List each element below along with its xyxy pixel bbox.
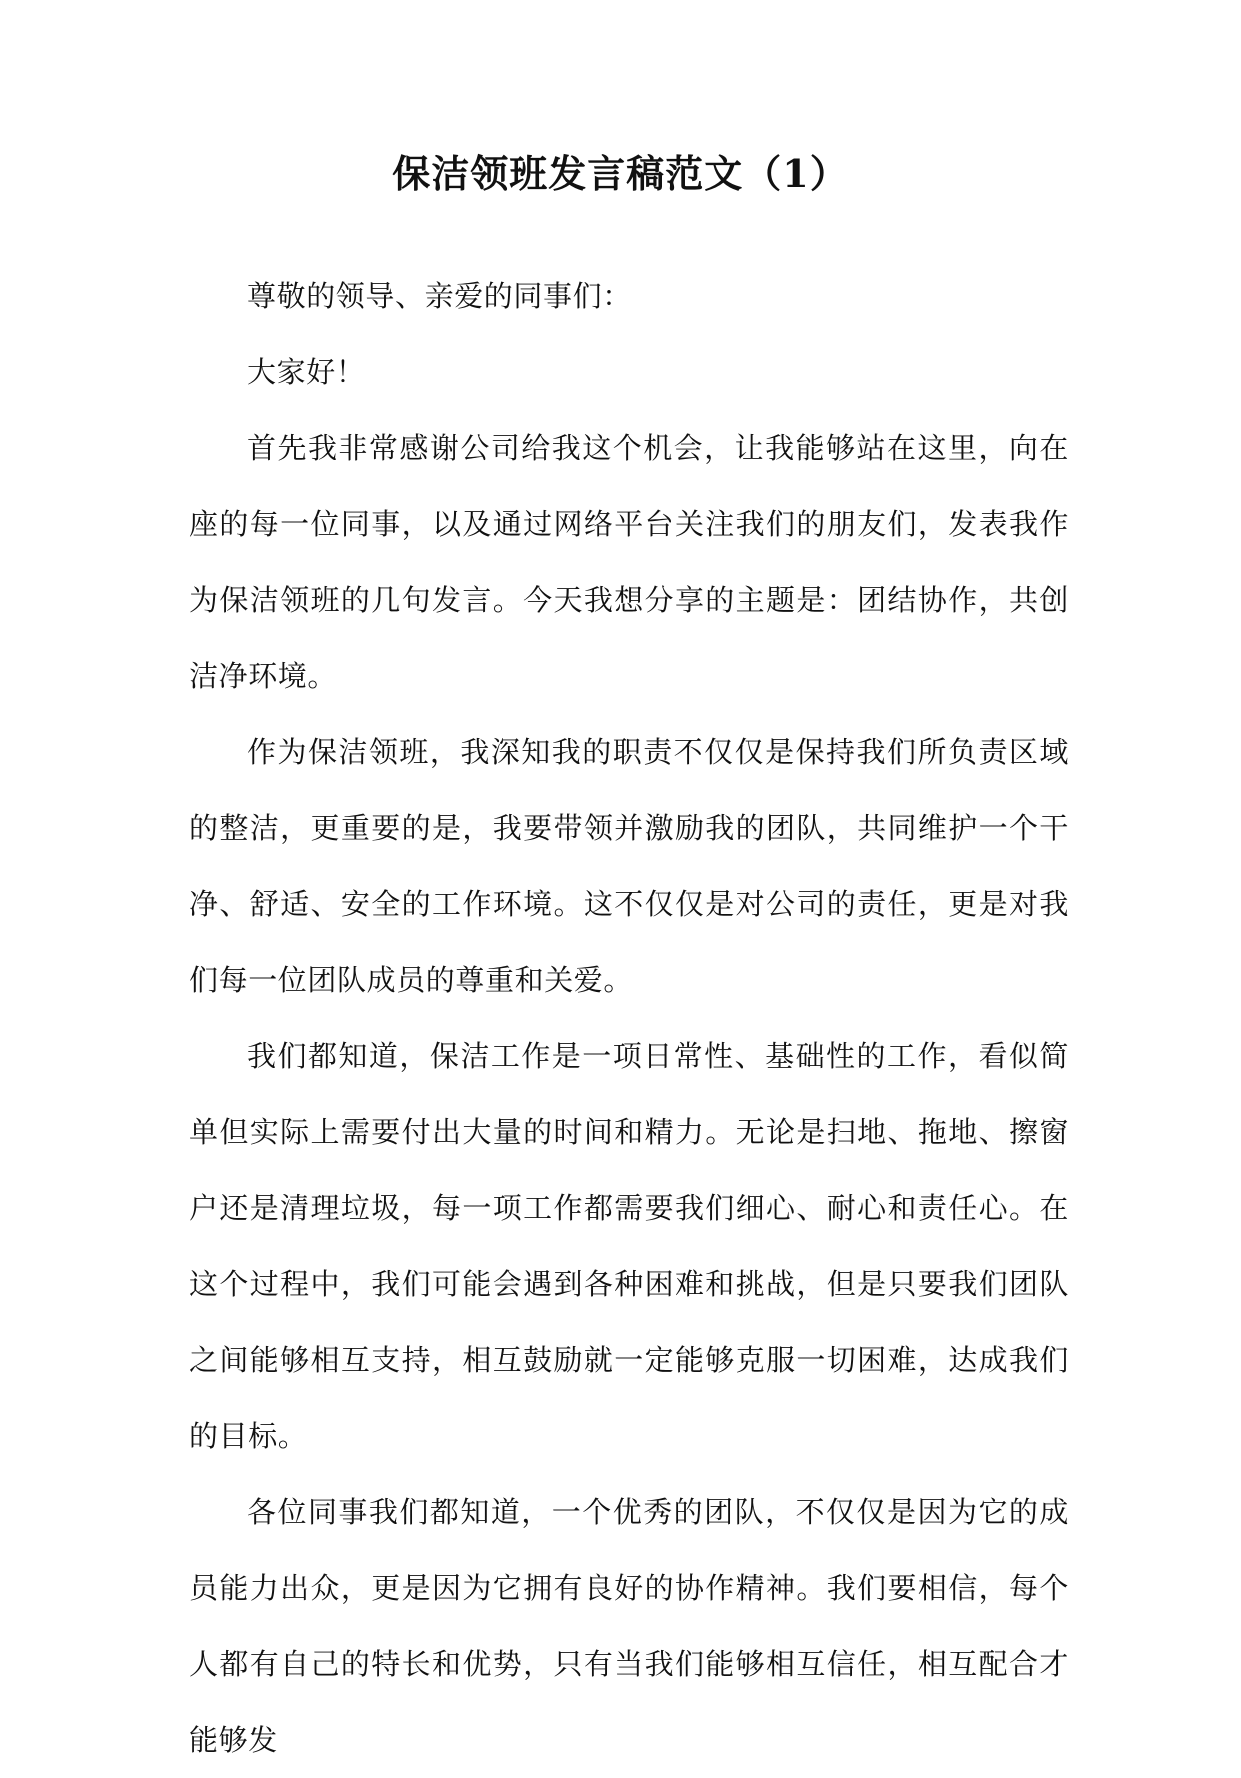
paragraph-daily-work: 我们都知道，保洁工作是一项日常性、基础性的工作，看似简单但实际上需要付出大量的时间和精力。无论是扫地、拖地、擦窗户还是清理垃圾，每一项工作都需要我们细心、耐心和责任心。在这个过程中，我们可能会遇到各种困难和挑战，但是只要我们团队之间能够相互支持，相互鼓励就一定能够克服一切困难，达成我们的目标。	[189, 1039, 1069, 1453]
document-title: 保洁领班发言稿范文（1）	[392, 151, 849, 196]
paragraph-salutation: 尊敬的领导、亲爱的同事们：	[247, 279, 632, 313]
paragraph-responsibility: 作为保洁领班，我深知我的职责不仅仅是保持我们所负责区域的整洁，更重要的是，我要带领并激励我的团队，共同维护一个干净、舒适、安全的工作环境。这不仅仅是对公司的责任，更是对我们每一位团队成员的尊重和关爱。	[189, 735, 1069, 997]
paragraph-teamwork: 各位同事我们都知道，一个优秀的团队，不仅仅是因为它的成员能力出众，更是因为它拥有良好的协作精神。我们要相信，每个人都有自己的特长和优势，只有当我们能够相互信任，相互配合才能够发	[189, 1495, 1069, 1757]
paragraph-intro: 首先我非常感谢公司给我这个机会，让我能够站在这里，向在座的每一位同事，以及通过网络平台关注我们的朋友们，发表我作为保洁领班的几句发言。今天我想分享的主题是：团结协作，共创洁净环境。	[189, 431, 1069, 693]
document-body	[189, 258, 1069, 1778]
paragraph-greeting: 大家好！	[247, 355, 366, 389]
